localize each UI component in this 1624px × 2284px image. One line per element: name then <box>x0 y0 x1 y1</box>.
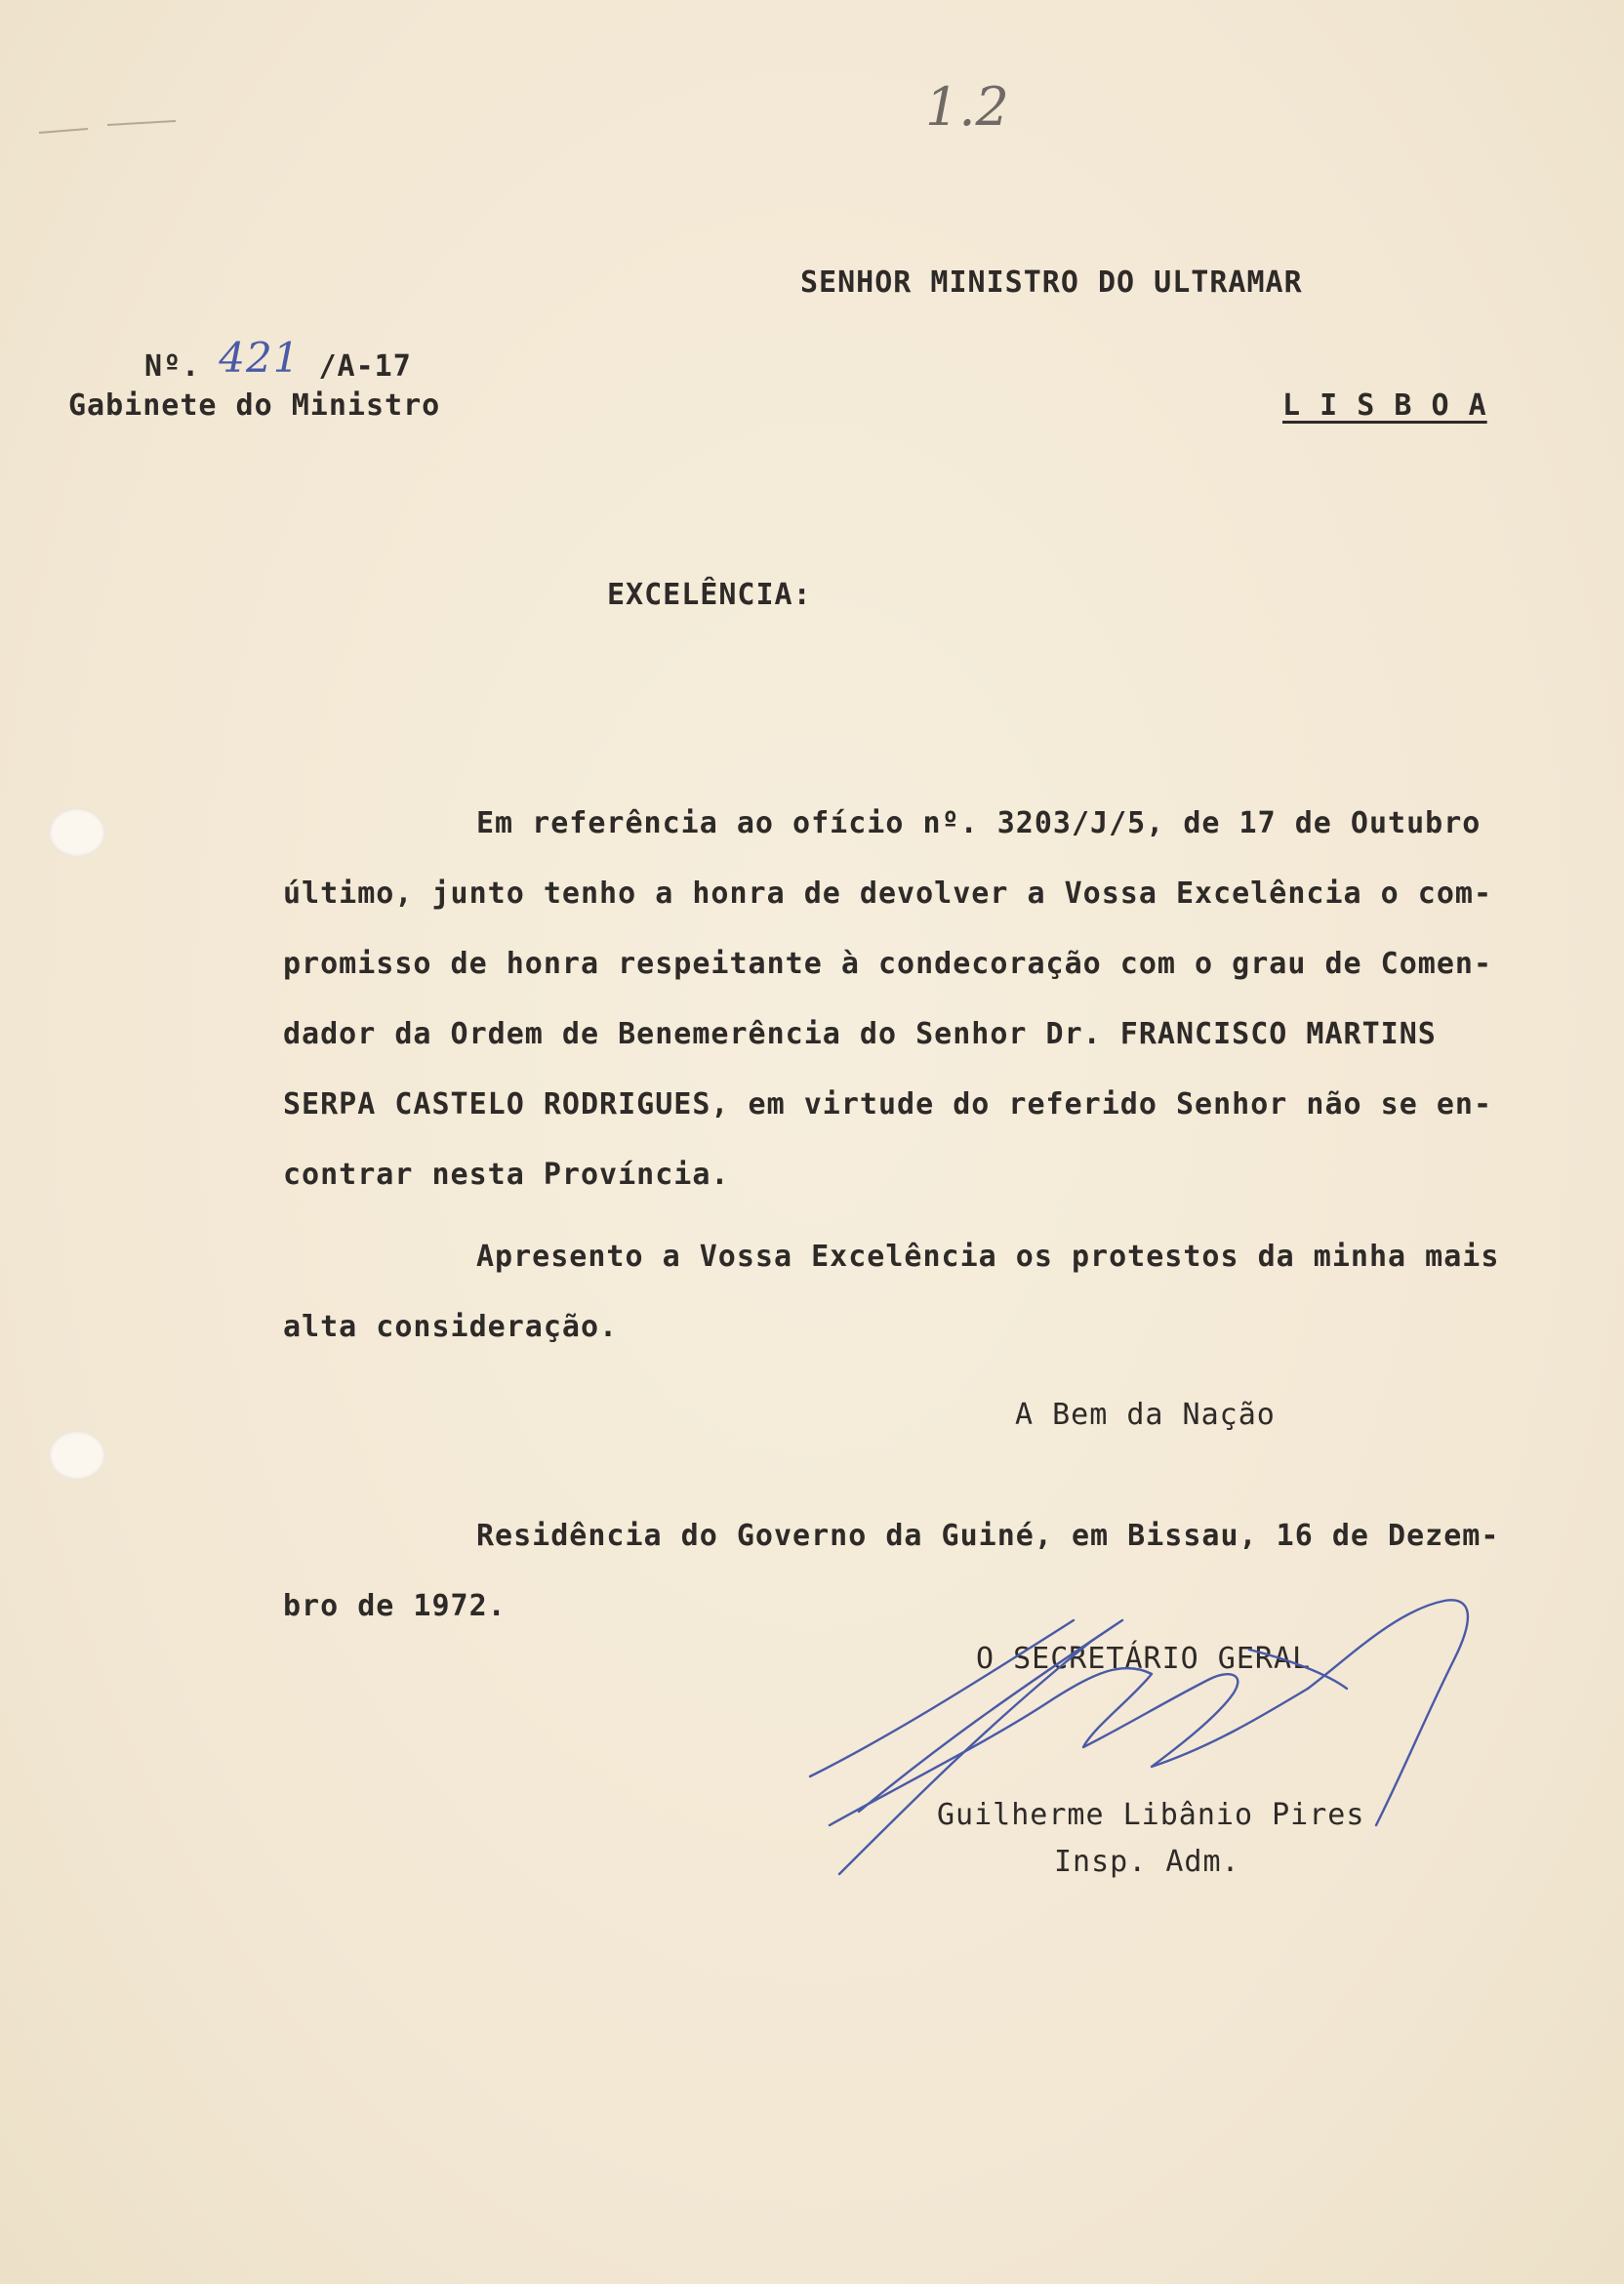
reference-handwritten-number: 421 <box>219 334 301 382</box>
body-line: dador da Ordem de Benemerência do Senhor Dr. FRANCISCO MARTINS <box>283 1017 1437 1051</box>
body-line: Apresento a Vossa Excelência os protestos da minha mais <box>476 1240 1500 1274</box>
signature-role: Insp. Adm. <box>1054 1845 1240 1879</box>
signature-title: O SECRETÁRIO GERAL <box>976 1642 1312 1676</box>
punch-hole-top <box>49 808 105 857</box>
body-line: alta consideração. <box>283 1310 619 1344</box>
reference-number <box>144 334 412 386</box>
addressee: SENHOR MINISTRO DO ULTRAMAR <box>800 265 1303 300</box>
paper-mark <box>29 98 185 156</box>
closing: A Bem da Nação <box>1015 1398 1276 1432</box>
body-paragraph-2 <box>283 1222 1542 1363</box>
body-line: último, junto tenho a honra de devolver a Vossa Excelência o com- <box>283 877 1492 911</box>
place-date-line: bro de 1972. <box>283 1589 507 1623</box>
signature-name: Guilherme Libânio Pires <box>937 1798 1365 1832</box>
body-line: promisso de honra respeitante à condecoração com o grau de Comen- <box>283 947 1492 981</box>
salutation: EXCELÊNCIA: <box>607 578 812 612</box>
city: L I S B O A <box>1282 388 1487 423</box>
body-paragraph-1 <box>283 789 1542 1210</box>
handwritten-signature <box>800 1581 1483 1894</box>
place-date-line: Residência do Governo da Guiné, em Bissau, 16 de Dezem- <box>476 1519 1500 1553</box>
body-line: Em referência ao ofício nº. 3203/J/5, de 17 de Outubro <box>476 806 1482 840</box>
body-line: SERPA CASTELO RODRIGUES, em virtude do referido Senhor não se en- <box>283 1087 1492 1122</box>
folio-number: 1.2 <box>925 76 1009 138</box>
punch-hole-bottom <box>49 1431 105 1480</box>
reference-suffix: /A-17 <box>318 349 412 384</box>
body-line: contrar nesta Província. <box>283 1158 730 1192</box>
reference-prefix: Nº. <box>144 349 201 384</box>
reference-office: Gabinete do Ministro <box>68 388 441 423</box>
